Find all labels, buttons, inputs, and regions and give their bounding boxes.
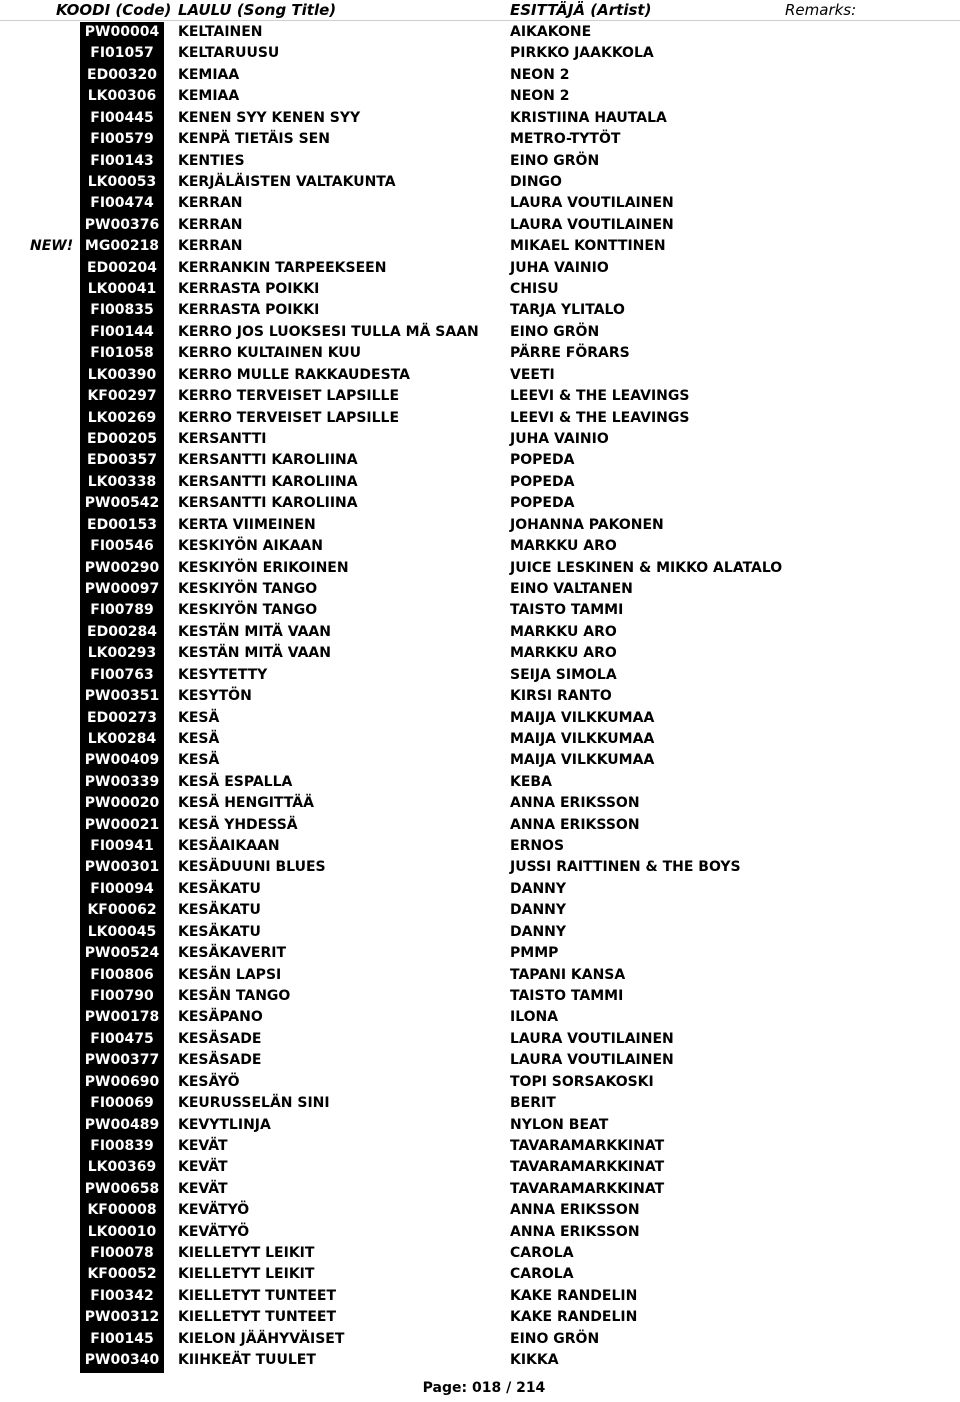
song-code: PW00020 (84, 795, 160, 812)
song-title: KESÄN LAPSI (178, 966, 282, 983)
song-artist: POPEDA (510, 452, 575, 469)
song-artist: DANNY (510, 923, 567, 940)
song-title: KESYTETTY (178, 666, 268, 683)
song-artist: MARKKU ARO (510, 538, 617, 555)
song-title: KESÄ ESPALLA (178, 773, 293, 790)
song-artist: KIRSI RANTO (510, 688, 612, 705)
song-code: FI00094 (90, 880, 154, 897)
song-artist: LAURA VOUTILAINEN (510, 1030, 674, 1047)
song-artist: ERNOS (510, 838, 565, 855)
song-title: KENTIES (178, 152, 245, 169)
header-code: KOODI (Code) (56, 1, 172, 19)
song-title: KIELLETYT TUNTEET (178, 1287, 336, 1304)
table-row (0, 151, 960, 172)
song-code: PW00097 (84, 580, 160, 597)
song-code: LK00041 (87, 281, 157, 298)
song-title: KEURUSSELÄN SINI (178, 1095, 330, 1112)
header-song-title: LAULU (Song Title) (178, 1, 337, 19)
song-code: ED00273 (87, 709, 157, 726)
table-row (0, 922, 960, 943)
song-artist: DANNY (510, 902, 567, 919)
song-title: KERRAN (178, 195, 243, 212)
song-title: KERRO MULLE RAKKAUDESTA (178, 366, 410, 383)
table-row (0, 558, 960, 579)
song-title: KERSANTTI (178, 431, 267, 448)
song-title: KESÄSADE (178, 1030, 262, 1047)
table-row (0, 450, 960, 471)
table-row (0, 172, 960, 193)
song-code: FI00474 (90, 195, 154, 212)
table-row (0, 129, 960, 150)
table-row (0, 729, 960, 750)
song-title: KEMIAA (178, 66, 240, 83)
song-code: FI00941 (90, 838, 154, 855)
header-artist: ESITTÄJÄ (Artist) (510, 1, 652, 19)
table-row (0, 1029, 960, 1050)
song-title: KERTA VIIMEINEN (178, 516, 316, 533)
song-artist: ILONA (510, 1009, 559, 1026)
song-code: FI00790 (90, 987, 154, 1004)
song-title: KESÄ (178, 752, 220, 769)
song-artist: TARJA YLITALO (510, 302, 625, 319)
song-code: PW00690 (84, 1073, 160, 1090)
song-code: LK00338 (87, 473, 157, 490)
song-artist: LEEVI & THE LEAVINGS (510, 409, 690, 426)
song-title: KEVÄTYÖ (178, 1202, 250, 1219)
song-code: KF00297 (87, 388, 157, 405)
song-title: KERRASTA POIKKI (178, 302, 320, 319)
song-title: KERRO TERVEISET LAPSILLE (178, 388, 400, 405)
song-artist: LAURA VOUTILAINEN (510, 195, 674, 212)
song-title: KERSANTTI KAROLIINA (178, 495, 358, 512)
song-title: KENEN SYY KENEN SYY (178, 109, 361, 126)
table-row (0, 1350, 960, 1371)
song-code: FI00143 (90, 152, 154, 169)
table-row (0, 665, 960, 686)
song-code: LK00053 (87, 173, 157, 190)
song-artist: KIKKA (510, 1352, 559, 1369)
song-title: KERRO TERVEISET LAPSILLE (178, 409, 400, 426)
song-code: PW00524 (84, 945, 160, 962)
song-code: FI00835 (90, 302, 154, 319)
table-row (0, 1115, 960, 1136)
table-row (0, 1286, 960, 1307)
song-artist: EINO VALTANEN (510, 580, 633, 597)
table-row (0, 429, 960, 450)
song-artist: TAVARAMARKKINAT (510, 1137, 665, 1154)
song-title: KESÄYÖ (178, 1073, 240, 1090)
song-code: FI00789 (90, 602, 154, 619)
table-row (0, 900, 960, 921)
table-row (0, 258, 960, 279)
song-code: FI00806 (90, 966, 154, 983)
song-artist: TAVARAMARKKINAT (510, 1159, 665, 1176)
song-code: FI00078 (90, 1245, 154, 1262)
song-title: KESTÄN MITÄ VAAN (178, 645, 331, 662)
song-code: PW00351 (84, 688, 160, 705)
song-title: KEVYTLINJA (178, 1116, 271, 1133)
song-artist: TOPI SORSAKOSKI (510, 1073, 654, 1090)
song-code: FI00342 (90, 1287, 154, 1304)
table-row (0, 965, 960, 986)
song-title: KESYTÖN (178, 688, 252, 705)
table-row (0, 793, 960, 814)
table-row (0, 515, 960, 536)
song-artist: CHISU (510, 281, 559, 298)
song-artist: KEBA (510, 773, 552, 790)
song-title: KESÄDUUNI BLUES (178, 859, 326, 876)
table-row (0, 1136, 960, 1157)
table-row (0, 493, 960, 514)
table-row (0, 343, 960, 364)
table-row (0, 1329, 960, 1350)
table-row (0, 386, 960, 407)
song-artist: EINO GRÖN (510, 152, 600, 169)
song-code: LK00045 (87, 923, 157, 940)
song-artist: JUICE LESKINEN & MIKKO ALATALO (510, 559, 783, 576)
table-row (0, 65, 960, 86)
table-row (0, 1222, 960, 1243)
song-title: KEVÄT (178, 1159, 228, 1176)
song-code: PW00542 (84, 495, 160, 512)
table-row (0, 1157, 960, 1178)
table-row (0, 365, 960, 386)
header-remarks: Remarks: (785, 1, 857, 19)
song-title: KESÄ HENGITTÄÄ (178, 795, 314, 812)
song-artist: MAIJA VILKKUMAA (510, 730, 655, 747)
table-row (0, 1093, 960, 1114)
song-title: KERRO KULTAINEN KUU (178, 345, 362, 362)
song-artist: CAROLA (510, 1266, 574, 1283)
song-title: KIIHKEÄT TUULET (178, 1352, 316, 1369)
table-row (0, 536, 960, 557)
table-row (0, 279, 960, 300)
song-code: PW00004 (84, 24, 160, 40)
song-code: ED00320 (87, 66, 157, 83)
song-artist: NEON 2 (510, 88, 570, 105)
song-code: LK00293 (87, 645, 157, 662)
table-row (0, 322, 960, 343)
song-artist: ANNA ERIKSSON (510, 795, 640, 812)
table-row (0, 1007, 960, 1028)
song-artist: PMMP (510, 945, 559, 962)
table-row (0, 193, 960, 214)
song-artist: MAIJA VILKKUMAA (510, 709, 655, 726)
song-code: MG00218 (84, 238, 160, 255)
song-artist: JUSSI RAITTINEN & THE BOYS (510, 859, 741, 876)
song-title: KESÄAIKAAN (178, 838, 280, 855)
song-artist: PÄRRE FÖRARS (510, 345, 630, 362)
song-code: ED00153 (87, 516, 157, 533)
song-code: ED00205 (87, 431, 157, 448)
song-code: FI00069 (90, 1095, 154, 1112)
song-artist: LEEVI & THE LEAVINGS (510, 388, 690, 405)
table-row (0, 772, 960, 793)
table-row (0, 1050, 960, 1071)
song-artist: MIKAEL KONTTINEN (510, 238, 666, 255)
song-artist: MARKKU ARO (510, 623, 617, 640)
table-row (0, 215, 960, 236)
table-header (0, 0, 960, 22)
table-row (0, 236, 960, 257)
song-title: KESÄN TANGO (178, 987, 291, 1004)
song-code: PW00178 (84, 1009, 160, 1026)
table-row (0, 857, 960, 878)
song-artist: METRO-TYTÖT (510, 131, 621, 148)
song-code: PW00658 (84, 1180, 160, 1197)
song-code: KF00062 (87, 902, 157, 919)
table-row (0, 622, 960, 643)
song-code: PW00377 (84, 1052, 160, 1069)
song-code: PW00339 (84, 773, 160, 790)
song-code: LK00369 (87, 1159, 157, 1176)
page-number: Page: 018 / 214 (422, 1380, 546, 1396)
song-artist: TAISTO TAMMI (510, 602, 624, 619)
table-row (0, 108, 960, 129)
song-artist: LAURA VOUTILAINEN (510, 1052, 674, 1069)
song-title: KESÄKAVERIT (178, 945, 287, 962)
song-title: KERRAN (178, 216, 243, 233)
song-title: KEVÄT (178, 1180, 228, 1197)
song-artist: TAVARAMARKKINAT (510, 1180, 665, 1197)
table-row (0, 1264, 960, 1285)
table-row (0, 408, 960, 429)
song-title: KESKIYÖN TANGO (178, 602, 318, 619)
song-title: KESKIYÖN ERIKOINEN (178, 559, 349, 576)
table-row (0, 22, 960, 43)
song-artist: JUHA VAINIO (510, 431, 609, 448)
song-title: KEVÄTYÖ (178, 1223, 250, 1240)
song-artist: EINO GRÖN (510, 1330, 600, 1347)
song-code: FI00763 (90, 666, 154, 683)
table-row (0, 836, 960, 857)
song-title: KESÄKATU (178, 880, 261, 897)
song-artist: AIKAKONE (510, 24, 592, 40)
song-title: KESÄ (178, 709, 220, 726)
song-title: KEMIAA (178, 88, 240, 105)
song-artist: DANNY (510, 880, 567, 897)
table-row (0, 879, 960, 900)
table-row (0, 472, 960, 493)
song-code: KF00008 (87, 1202, 157, 1219)
song-artist: MARKKU ARO (510, 645, 617, 662)
song-title: KESÄ (178, 730, 220, 747)
table-row (0, 943, 960, 964)
song-title: KESÄKATU (178, 923, 261, 940)
table-row (0, 708, 960, 729)
song-artist: ANNA ERIKSSON (510, 1223, 640, 1240)
song-artist: NEON 2 (510, 66, 570, 83)
song-title: KELTARUUSU (178, 45, 280, 62)
song-code: KF00052 (87, 1266, 157, 1283)
song-code: LK00390 (87, 366, 157, 383)
song-artist: ANNA ERIKSSON (510, 816, 640, 833)
song-artist: ANNA ERIKSSON (510, 1202, 640, 1219)
song-title: KESÄPANO (178, 1009, 263, 1026)
song-title: KESKIYÖN TANGO (178, 580, 318, 597)
song-title: KESTÄN MITÄ VAAN (178, 623, 331, 640)
table-row (0, 1179, 960, 1200)
song-title: KESÄ YHDESSÄ (178, 816, 298, 833)
song-artist: MAIJA VILKKUMAA (510, 752, 655, 769)
table-row (0, 43, 960, 64)
table-row (0, 1200, 960, 1221)
table-row (0, 1307, 960, 1328)
song-code: FI00546 (90, 538, 154, 555)
song-title: KERRASTA POIKKI (178, 281, 320, 298)
song-code: ED00284 (87, 623, 157, 640)
table-row (0, 579, 960, 600)
song-title: KERSANTTI KAROLIINA (178, 473, 358, 490)
song-title: KERSANTTI KAROLIINA (178, 452, 358, 469)
table-row (0, 686, 960, 707)
song-title: KERRANKIN TARPEEKSEEN (178, 259, 387, 276)
song-title: KERRO JOS LUOKSESI TULLA MÄ SAAN (178, 323, 479, 340)
song-title: KIELON JÄÄHYVÄISET (178, 1330, 345, 1347)
table-row (0, 300, 960, 321)
song-title: KEVÄT (178, 1137, 228, 1154)
song-artist: CAROLA (510, 1245, 574, 1262)
song-code: PW00340 (84, 1352, 160, 1369)
song-artist: VEETI (510, 366, 555, 383)
song-title: KESÄKATU (178, 902, 261, 919)
song-title: KIELLETYT LEIKIT (178, 1266, 315, 1283)
song-title: KERRAN (178, 238, 243, 255)
song-code: FI00839 (90, 1137, 154, 1154)
table-row (0, 86, 960, 107)
song-artist: SEIJA SIMOLA (510, 666, 617, 683)
song-artist: JUHA VAINIO (510, 259, 609, 276)
song-artist: EINO GRÖN (510, 323, 600, 340)
song-title: KESÄSADE (178, 1052, 262, 1069)
song-artist: PIRKKO JAAKKOLA (510, 45, 654, 62)
song-artist: BERIT (510, 1095, 556, 1112)
header-divider (0, 20, 960, 21)
song-artist: KAKE RANDELIN (510, 1287, 638, 1304)
song-title: KERJÄLÄISTEN VALTAKUNTA (178, 173, 396, 190)
song-artist: TAPANI KANSA (510, 966, 626, 983)
song-artist: KAKE RANDELIN (510, 1309, 638, 1326)
song-code: FI01058 (90, 345, 154, 362)
song-artist: TAISTO TAMMI (510, 987, 624, 1004)
song-code: LK00010 (87, 1223, 157, 1240)
song-code: PW00021 (84, 816, 160, 833)
song-title: KELTAINEN (178, 24, 263, 40)
song-code: FI00445 (90, 109, 154, 126)
song-code: FI00579 (90, 131, 154, 148)
song-code: PW00290 (84, 559, 160, 576)
song-artist: NYLON BEAT (510, 1116, 609, 1133)
song-code: LK00269 (87, 409, 157, 426)
song-title: KENPÄ TIETÄIS SEN (178, 131, 330, 148)
new-marker: NEW! (30, 238, 74, 255)
table-row (0, 815, 960, 836)
song-code: PW00312 (84, 1309, 160, 1326)
song-code: ED00204 (87, 259, 157, 276)
table-row (0, 643, 960, 664)
song-code: FI00475 (90, 1030, 154, 1047)
song-code: FI01057 (90, 45, 154, 62)
song-artist: KRISTIINA HAUTALA (510, 109, 667, 126)
song-artist: POPEDA (510, 495, 575, 512)
song-code: PW00489 (84, 1116, 160, 1133)
table-row (0, 1243, 960, 1264)
table-row (0, 750, 960, 771)
song-list (0, 22, 960, 1372)
song-code: FI00144 (90, 323, 154, 340)
song-artist: JOHANNA PAKONEN (510, 516, 664, 533)
song-code: LK00306 (87, 88, 157, 105)
song-artist: DINGO (510, 173, 562, 190)
song-code: FI00145 (90, 1330, 154, 1347)
song-artist: POPEDA (510, 473, 575, 490)
table-row (0, 1072, 960, 1093)
table-row (0, 986, 960, 1007)
song-code: LK00284 (87, 730, 157, 747)
song-code: PW00376 (84, 216, 160, 233)
song-code: PW00409 (84, 752, 160, 769)
song-title: KESKIYÖN AIKAAN (178, 538, 323, 555)
song-title: KIELLETYT LEIKIT (178, 1245, 315, 1262)
song-code: ED00357 (87, 452, 157, 469)
song-title: KIELLETYT TUNTEET (178, 1309, 336, 1326)
table-row (0, 600, 960, 621)
song-artist: LAURA VOUTILAINEN (510, 216, 674, 233)
song-code: PW00301 (84, 859, 160, 876)
